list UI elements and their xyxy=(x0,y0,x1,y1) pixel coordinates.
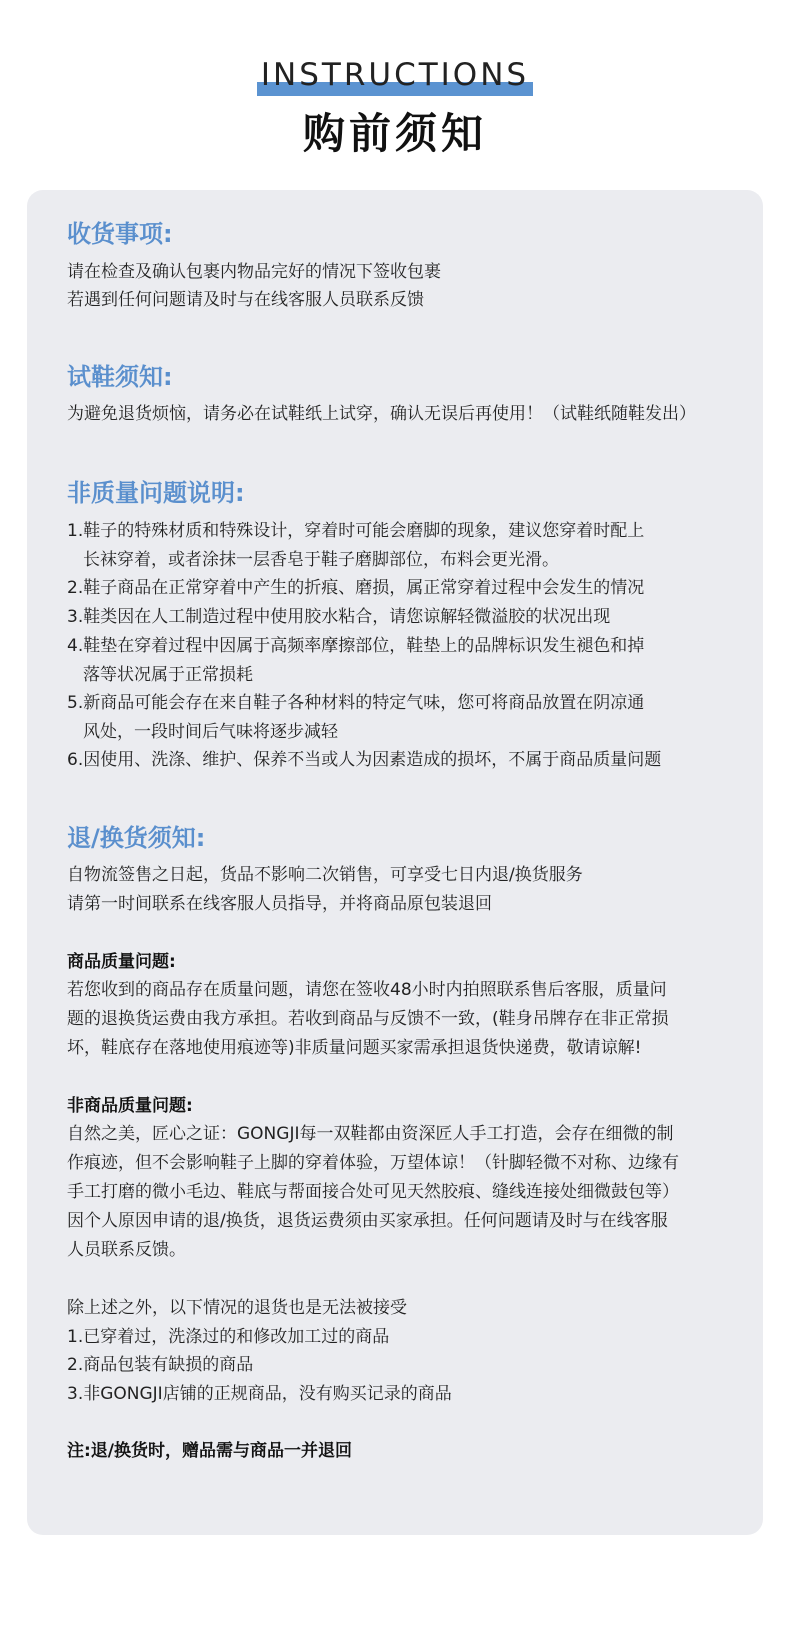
non-quality-line: 3.鞋类因在人工制造过程中使用胶水粘合，请您谅解轻微溢胶的状况出现 xyxy=(67,607,611,627)
exclusion-item: 1.已穿着过，洗涤过的和修改加工过的商品 xyxy=(67,1327,390,1347)
quality-issue-line: 若您收到的商品存在质量问题，请您在签收48小时内拍照联系售后客服，质量问 xyxy=(67,980,667,1000)
returns-heading: 退/换货须知: xyxy=(67,824,206,852)
quality-issue-title: 商品质量问题: xyxy=(67,952,176,972)
eyebrow-text: INSTRUCTIONS xyxy=(260,57,530,93)
exclusion-item: 3.非GONGJI店铺的正规商品，没有购买记录的商品 xyxy=(67,1384,452,1404)
receipt-line: 若遇到任何问题请及时与在线客服人员联系反馈 xyxy=(67,290,424,310)
non-quality-line: 1.鞋子的特殊材质和特殊设计，穿着时可能会磨脚的现象，建议您穿着时配上 xyxy=(67,521,645,541)
try-on-line: 为避免退货烦恼，请务必在试鞋纸上试穿，确认无误后再使用！（试鞋纸随鞋发出） xyxy=(67,404,696,424)
non-quality-issue-title: 非商品质量问题: xyxy=(67,1096,193,1116)
non-quality-line: 4.鞋垫在穿着过程中因属于高频率摩擦部位，鞋垫上的品牌标识发生褪色和掉 xyxy=(67,636,645,656)
non-quality-line: 5.新商品可能会存在来自鞋子各种材料的特定气味，您可将商品放置在阴凉通 xyxy=(67,693,645,713)
non-quality-heading: 非质量问题说明: xyxy=(67,479,245,507)
page-header xyxy=(0,54,790,162)
eyebrow-wrap xyxy=(257,54,533,96)
returns-intro-line: 请第一时间联系在线客服人员指导，并将商品原包装退回 xyxy=(67,894,492,914)
instructions-card xyxy=(27,190,763,1535)
returns-intro-line: 自物流签售之日起，货品不影响二次销售，可享受七日内退/换货服务 xyxy=(67,865,583,885)
non-quality-line: 落等状况属于正常损耗 xyxy=(83,665,253,685)
non-quality-line: 2.鞋子商品在正常穿着中产生的折痕、磨损，属正常穿着过程中会发生的情况 xyxy=(67,578,645,598)
quality-issue-line: 题的退换货运费由我方承担。若收到商品与反馈不一致，(鞋身吊牌存在非正常损 xyxy=(67,1009,669,1029)
quality-issue-line: 坏，鞋底存在落地使用痕迹等)非质量问题买家需承担退货快递费，敬请谅解! xyxy=(67,1038,642,1058)
receipt-heading: 收货事项: xyxy=(67,220,173,248)
non-quality-issue-line: 因个人原因申请的退/换货，退货运费须由买家承担。任何问题请及时与在线客服 xyxy=(67,1211,668,1231)
returns-note: 注:退/换货时，赠品需与商品一并退回 xyxy=(67,1441,353,1461)
non-quality-line: 6.因使用、洗涤、维护、保养不当或人为因素造成的损坏，不属于商品质量问题 xyxy=(67,750,662,770)
page-title: 购前须知 xyxy=(302,109,487,158)
non-quality-issue-line: 作痕迹，但不会影响鞋子上脚的穿着体验，万望体谅！（针脚轻微不对称、边缘有 xyxy=(67,1153,679,1173)
non-quality-line: 长袜穿着，或者涂抹一层香皂于鞋子磨脚部位，布料会更光滑。 xyxy=(83,550,559,570)
non-quality-line: 风处，一段时间后气味将逐步减轻 xyxy=(83,722,338,742)
exclusions-intro: 除上述之外，以下情况的退货也是无法被接受 xyxy=(67,1298,407,1318)
receipt-line: 请在检查及确认包裹内物品完好的情况下签收包裹 xyxy=(67,262,441,282)
try-on-heading: 试鞋须知: xyxy=(67,363,173,391)
non-quality-issue-line: 自然之美，匠心之证：GONGJI每一双鞋都由资深匠人手工打造，会存在细微的制 xyxy=(67,1124,674,1144)
non-quality-issue-line: 人员联系反馈。 xyxy=(67,1240,186,1260)
exclusion-item: 2.商品包装有缺损的商品 xyxy=(67,1355,254,1375)
non-quality-issue-line: 手工打磨的微小毛边、鞋底与帮面接合处可见天然胶痕、缝线连接处细微鼓包等） xyxy=(67,1182,679,1202)
